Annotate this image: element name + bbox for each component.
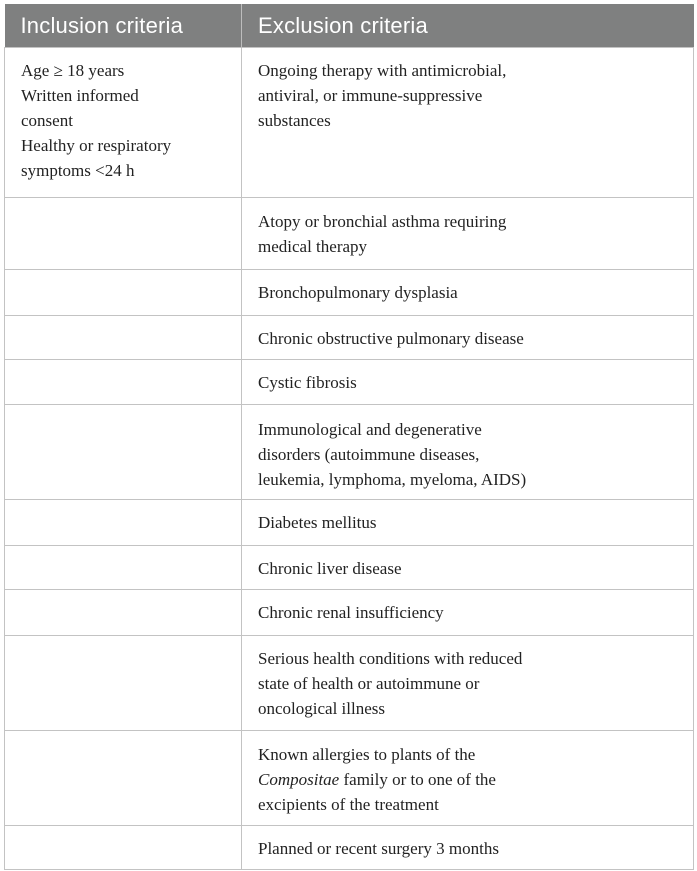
cell-line: Cystic fibrosis xyxy=(258,373,357,392)
inclusion-cell-empty xyxy=(5,636,242,731)
inclusion-cell-empty xyxy=(5,826,242,870)
exclusion-header: Exclusion criteria xyxy=(242,4,694,48)
criteria-table xyxy=(4,4,694,870)
cell-line: Known allergies to plants of the xyxy=(258,745,476,764)
cell-line: Serious health conditions with reduced xyxy=(258,649,523,668)
cell-line: medical therapy xyxy=(258,237,368,256)
inclusion-cell-empty xyxy=(5,546,242,590)
cell-line: Immunological and degenerative xyxy=(258,420,482,439)
cell-line: Diabetes mellitus xyxy=(258,513,377,532)
inclusion-cell xyxy=(5,48,242,198)
cell-line: substances xyxy=(258,111,331,130)
table-body xyxy=(5,48,694,870)
table-row xyxy=(5,270,694,316)
cell-line: Chronic liver disease xyxy=(258,559,402,578)
cell-line: oncological illness xyxy=(258,699,386,718)
table-row xyxy=(5,636,694,731)
cell-line: Chronic obstructive pulmonary disease xyxy=(258,329,524,348)
exclusion-cell xyxy=(242,48,694,198)
cell-line: Ongoing therapy with antimicrobial, xyxy=(258,61,507,80)
table-row xyxy=(5,826,694,870)
italic-term: Compositae xyxy=(258,770,340,789)
inclusion-cell-empty xyxy=(5,590,242,636)
cell-line: Atopy or bronchial asthma requiring xyxy=(258,212,507,231)
inclusion-header: Inclusion criteria xyxy=(5,4,242,48)
exclusion-cell xyxy=(242,500,694,546)
cell-line-with-italic: Compositae family or to one of the xyxy=(258,770,496,789)
exclusion-cell xyxy=(242,636,694,731)
table-row xyxy=(5,360,694,405)
exclusion-cell xyxy=(242,731,694,826)
cell-line: state of health or autoimmune or xyxy=(258,674,480,693)
table-row xyxy=(5,405,694,500)
exclusion-cell xyxy=(242,546,694,590)
cell-line: symptoms <24 h xyxy=(21,161,135,180)
cell-line: Healthy or respiratory xyxy=(21,136,172,155)
inclusion-cell-empty xyxy=(5,270,242,316)
cell-line: disorders (autoimmune diseases, xyxy=(258,445,480,464)
exclusion-cell xyxy=(242,405,694,500)
table-row xyxy=(5,500,694,546)
inclusion-cell-empty xyxy=(5,316,242,360)
inclusion-cell-empty xyxy=(5,198,242,270)
cell-line: Written informed xyxy=(21,86,139,105)
table-row xyxy=(5,198,694,270)
cell-line: antiviral, or immune-suppressive xyxy=(258,86,483,105)
header-row xyxy=(5,4,694,48)
exclusion-cell xyxy=(242,270,694,316)
exclusion-cell xyxy=(242,198,694,270)
table-row xyxy=(5,48,694,198)
exclusion-cell xyxy=(242,826,694,870)
table-row xyxy=(5,590,694,636)
cell-line: leukemia, lymphoma, myeloma, AIDS) xyxy=(258,470,527,489)
table-row xyxy=(5,316,694,360)
inclusion-cell-empty xyxy=(5,500,242,546)
table-row xyxy=(5,731,694,826)
inclusion-cell-empty xyxy=(5,405,242,500)
exclusion-cell xyxy=(242,360,694,405)
inclusion-cell-empty xyxy=(5,360,242,405)
exclusion-cell xyxy=(242,590,694,636)
cell-line: Planned or recent surgery 3 months xyxy=(258,839,499,858)
cell-line: excipients of the treatment xyxy=(258,795,439,814)
inclusion-cell-empty xyxy=(5,731,242,826)
cell-line: Bronchopulmonary dysplasia xyxy=(258,283,458,302)
cell-line: consent xyxy=(21,111,73,130)
cell-line: Age ≥ 18 years xyxy=(21,61,125,80)
table-row xyxy=(5,546,694,590)
exclusion-cell xyxy=(242,316,694,360)
cell-line: Chronic renal insufficiency xyxy=(258,603,444,622)
